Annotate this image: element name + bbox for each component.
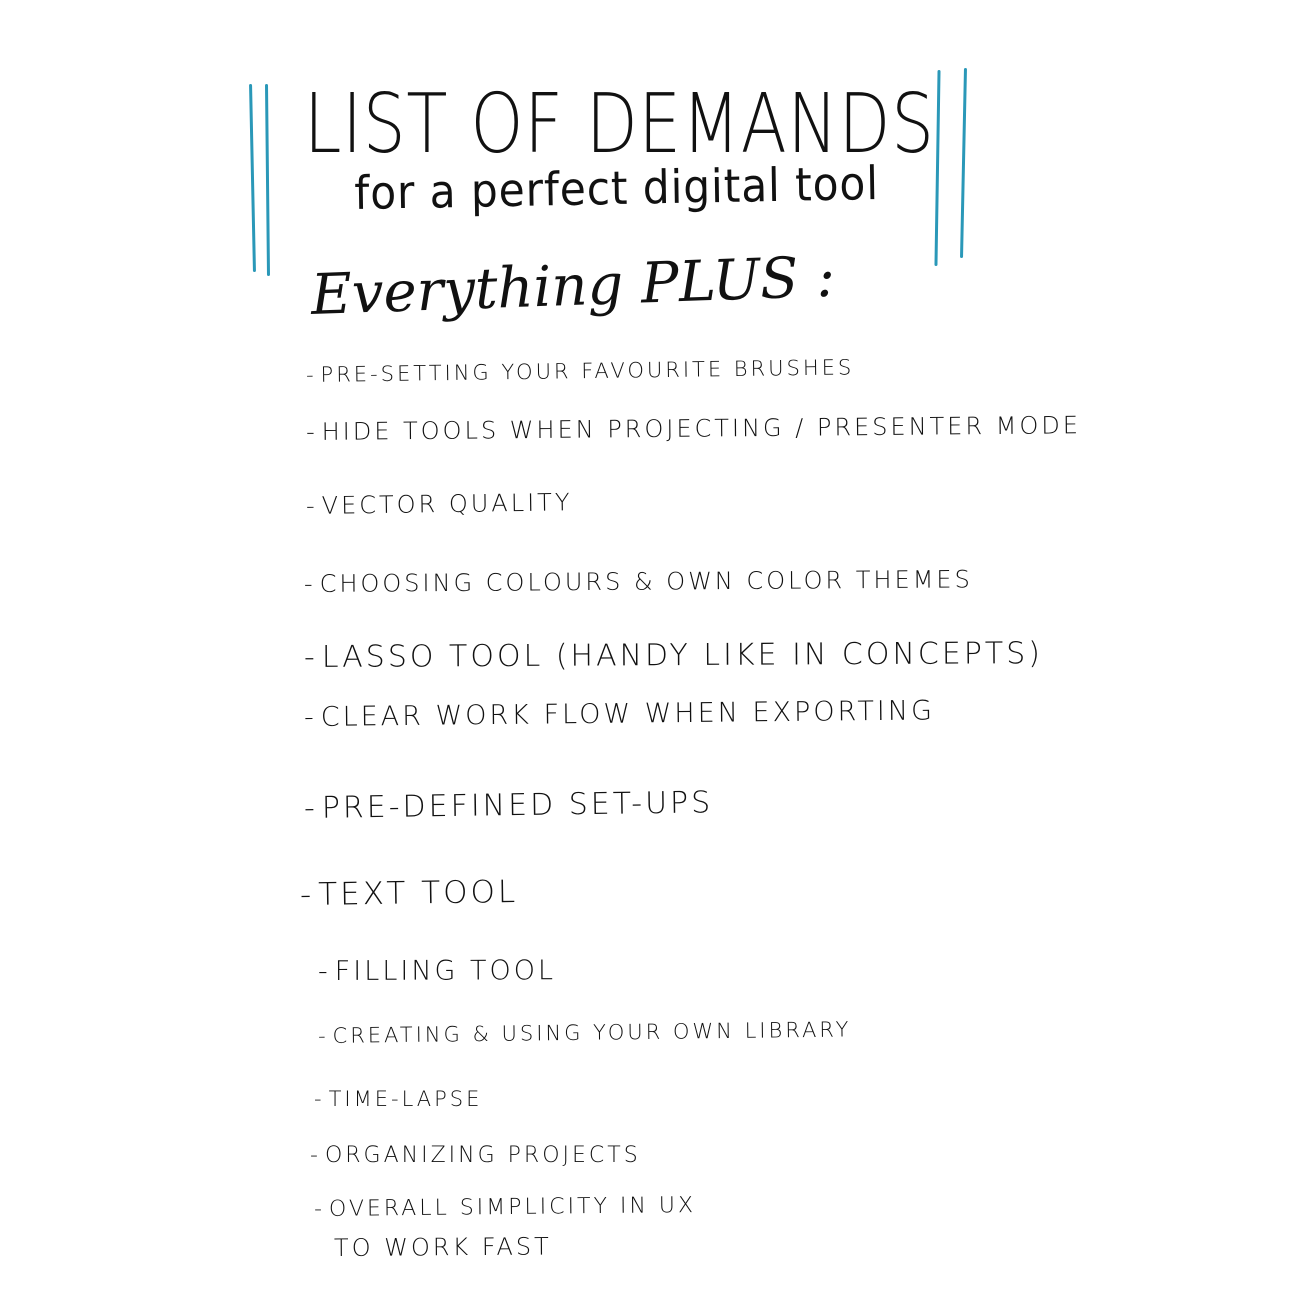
list-item: - FILLING TOOL bbox=[317, 955, 557, 987]
right-accent-line-outer bbox=[960, 68, 967, 258]
list-item: - LASSO TOOL (HANDY LIKE IN CONCEPTS) bbox=[303, 636, 1044, 675]
page-title: LIST OF DEMANDS bbox=[304, 77, 935, 172]
list-item: - CHOOSING COLOURS & OWN COLOR THEMES bbox=[303, 565, 973, 598]
left-accent-line-outer bbox=[249, 84, 256, 272]
page-subtitle: for a perfect digital tool bbox=[353, 156, 880, 220]
left-accent-line-inner bbox=[265, 84, 270, 276]
list-item-continuation: TO WORK FAST bbox=[333, 1232, 552, 1262]
list-item: - HIDE TOOLS WHEN PROJECTING / PRESENTER MODE bbox=[305, 411, 1082, 446]
list-item: - OVERALL SIMPLICITY IN UX bbox=[313, 1192, 697, 1222]
list-item: - TIME-LAPSE bbox=[314, 1087, 483, 1111]
list-item: - TEXT TOOL bbox=[299, 873, 519, 913]
list-item: - ORGANIZING PROJECTS bbox=[310, 1143, 641, 1168]
list-item: - PRE-SETTING YOUR FAVOURITE BRUSHES bbox=[305, 355, 855, 387]
list-item: - CLEAR WORK FLOW WHEN EXPORTING bbox=[303, 695, 936, 733]
intro-heading: Everything PLUS : bbox=[309, 244, 837, 328]
list-item: - CREATING & USING YOUR OWN LIBRARY bbox=[317, 1017, 852, 1048]
right-accent-line-inner bbox=[934, 70, 940, 266]
list-item: - VECTOR QUALITY bbox=[305, 488, 573, 520]
list-item: - PRE-DEFINED SET-UPS bbox=[303, 785, 714, 826]
